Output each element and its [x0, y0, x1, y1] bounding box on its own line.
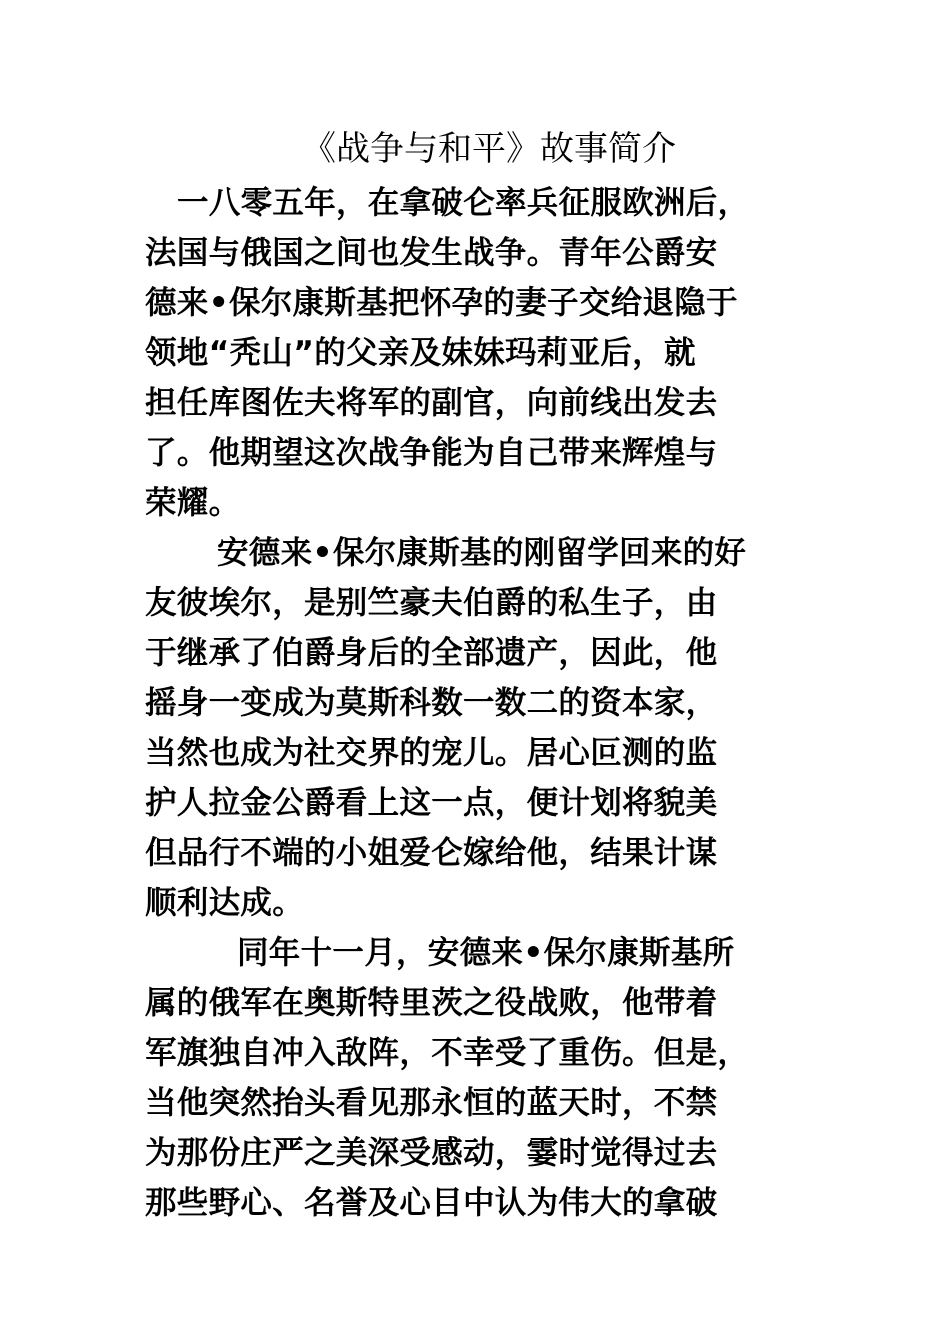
body-line: 那些野心、名誉及心目中认为伟大的拿破 — [145, 1185, 718, 1221]
body-line: 荣耀。 — [145, 485, 241, 521]
body-line: 友彼埃尔，是别竺豪夫伯爵的私生子，由 — [145, 585, 718, 621]
body-line: 安德来•保尔康斯基的刚留学回来的好 — [217, 535, 747, 571]
body-line: 护人拉金公爵看上这一点，便计划将貌美 — [145, 785, 718, 821]
body-line: 但品行不端的小姐爱仑嫁给他，结果计谋 — [145, 835, 718, 871]
body-line: 法国与俄国之间也发生战争。青年公爵安 — [145, 235, 718, 271]
body-line: 领地“秃山”的父亲及妹妹玛莉亚后，就 — [145, 335, 696, 371]
document-title: 《战争与和平》故事简介 — [302, 129, 676, 169]
body-line: 当他突然抬头看见那永恒的蓝天时，不禁 — [145, 1085, 718, 1121]
document-body — [145, 178, 810, 1228]
body-line: 顺利达成。 — [145, 885, 305, 921]
body-line: 军旗独自冲入敌阵，不幸受了重伤。但是， — [145, 1035, 750, 1071]
body-line: 一八零五年，在拿破仑率兵征服欧洲后， — [177, 185, 750, 221]
body-line: 于继承了伯爵身后的全部遗产，因此，他 — [145, 635, 718, 671]
body-line: 为那份庄严之美深受感动，霎时觉得过去 — [145, 1135, 718, 1171]
body-line: 同年十一月，安德来•保尔康斯基所 — [237, 935, 735, 971]
body-line: 当然也成为社交界的宠儿。居心叵测的监 — [145, 735, 718, 771]
body-line: 属的俄军在奥斯特里茨之役战败，他带着 — [145, 985, 718, 1021]
body-line: 德来•保尔康斯基把怀孕的妻子交给退隐于 — [145, 285, 738, 321]
body-line: 了。他期望这次战争能为自己带来辉煌与 — [145, 435, 718, 471]
body-line: 摇身一变成为莫斯科数一数二的资本家， — [145, 685, 718, 721]
body-line: 担任库图佐夫将军的副官，向前线出发去 — [145, 385, 718, 421]
